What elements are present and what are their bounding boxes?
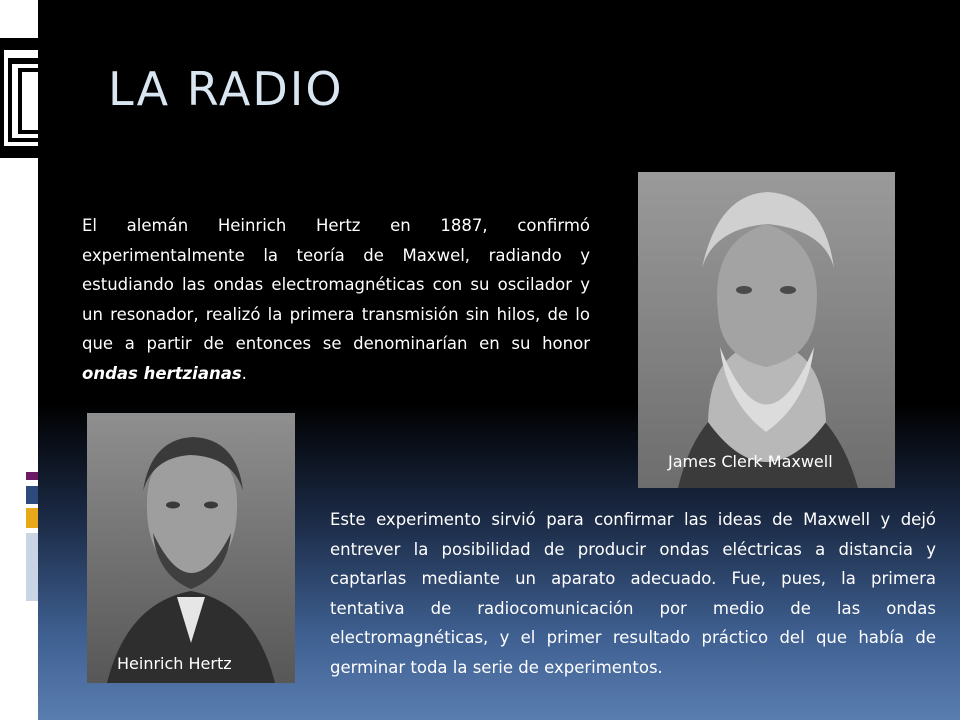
paragraph-hertz-intro-end: . xyxy=(241,363,247,383)
accent-bar-purple xyxy=(26,472,38,480)
hertz-portrait xyxy=(87,413,295,683)
paragraph-experiment: Este experimento sirvió para confirmar las ideas de Maxwell y dejó entrever la posibilidad de producir ondas eléctricas a distancia y captarlas mediante un aparato adecuado. Fue, pues, la primera tentativa de radiocomunicación por medio de las ondas electromagnéticas, y el primer resultado práctico del que había de germinar toda la serie de experimentos. xyxy=(330,510,936,677)
maxwell-caption: James Clerk Maxwell xyxy=(668,452,833,471)
maxwell-portrait-image xyxy=(638,172,895,488)
slide-title: LA RADIO xyxy=(108,62,344,116)
hertz-caption: Heinrich Hertz xyxy=(117,654,232,673)
paragraph-hertz-intro xyxy=(82,211,590,388)
maxwell-portrait xyxy=(638,172,895,488)
accent-bar-navy xyxy=(26,486,38,504)
emphasis-ondas-hertzianas: ondas hertzianas xyxy=(82,363,242,383)
accent-bar-gold xyxy=(26,508,38,528)
paragraph-hertz-intro-text: El alemán Heinrich Hertz en 1887, confirmó experimentalmente la teoría de Maxwel, radiando y estudiando las ondas electromagnéticas con su oscilador y un resonador, realizó la primera transmisión sin hilos, de lo que a partir de entonces se denominarían en su honor xyxy=(82,216,590,353)
document-stack-icon xyxy=(0,38,38,158)
accent-bar-light xyxy=(26,533,38,601)
hertz-portrait-image xyxy=(87,413,295,683)
